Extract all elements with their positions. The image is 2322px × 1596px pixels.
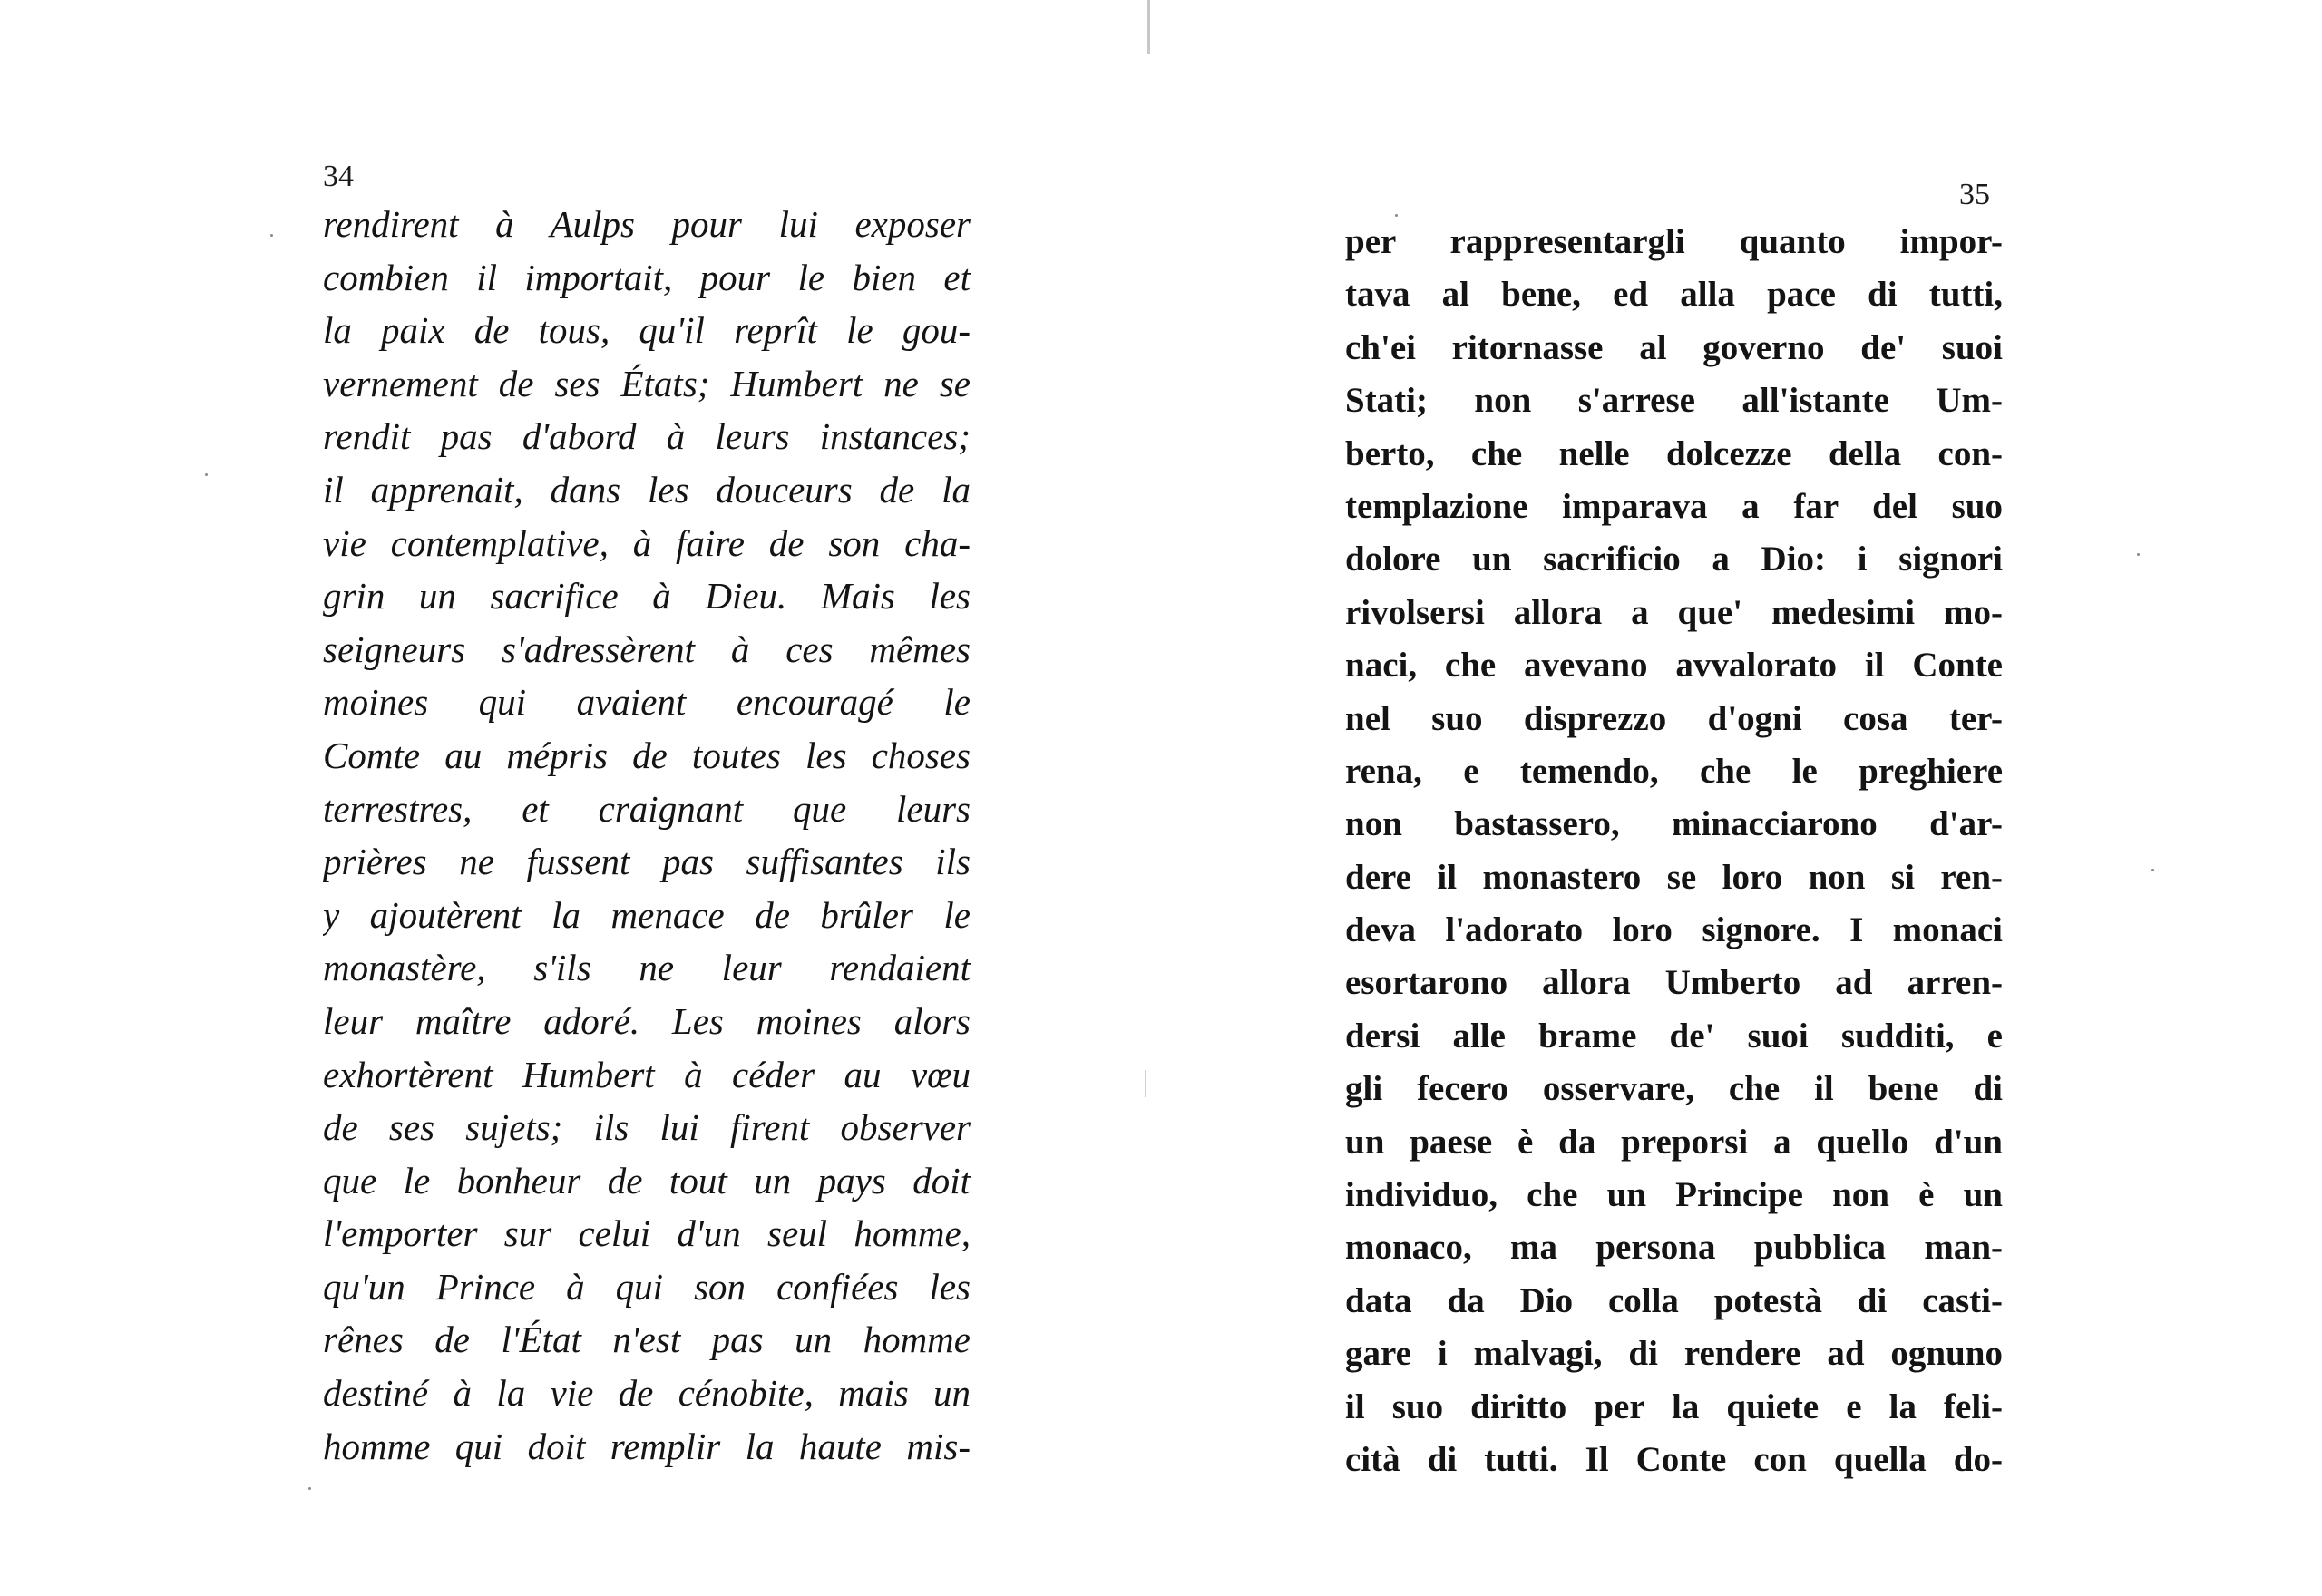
text-line: dolore un sacrificio a Dio: i signori — [1345, 540, 2003, 579]
text-line: prières ne fussent pas suffisantes ils — [323, 841, 971, 883]
text-line: Comte au mépris de toutes les choses — [323, 734, 971, 776]
text-line: la paix de tous, qu'il reprît le gou- — [323, 309, 971, 352]
text-line: rênes de l'État n'est pas un homme — [323, 1319, 971, 1361]
text-line: un paese è da preporsi a quello d'un — [1345, 1122, 2003, 1162]
text-line: combien il importait, pour le bien et — [323, 256, 971, 298]
right-page — [1150, 0, 2322, 1596]
page-number-left: 34 — [323, 160, 354, 193]
text-line: seigneurs s'adressèrent à ces mêmes — [323, 628, 971, 670]
text-line: il suo diritto per la quiete e la feli- — [1345, 1387, 2003, 1426]
text-line: vernement de ses États; Humbert ne se — [323, 362, 971, 404]
text-line: non bastassero, minacciarono d'ar- — [1345, 804, 2003, 844]
text-line: exhortèrent Humbert à céder au vœu — [323, 1053, 971, 1095]
right-page-text — [1345, 216, 2003, 1486]
text-line: data da Dio colla potestà di casti- — [1345, 1280, 2003, 1320]
text-line: individuo, che un Principe non è un — [1345, 1175, 2003, 1215]
text-line: de ses sujets; ils lui firent observer — [323, 1106, 971, 1149]
text-line: monaco, ma persona pubblica man- — [1345, 1228, 2003, 1268]
text-line: per rappresentargli quanto impor- — [1345, 222, 2003, 261]
page-number-right: 35 — [1959, 178, 1990, 211]
text-line: dere il monastero se loro non si ren- — [1345, 857, 2003, 897]
paper-speck — [2151, 869, 2154, 871]
paper-speck — [308, 1487, 311, 1490]
paper-speck — [205, 473, 208, 476]
paper-speck — [1395, 214, 1398, 217]
text-line: grin un sacrifice à Dieu. Mais les — [323, 575, 971, 618]
text-line: rendirent à Aulps pour lui exposer — [323, 203, 971, 245]
text-line: berto, che nelle dolcezze della con- — [1345, 433, 2003, 473]
text-line: terrestres, et craignant que leurs — [323, 787, 971, 830]
text-line: rena, e temendo, che le preghiere — [1345, 751, 2003, 791]
text-line: rivolsersi allora a que' medesimi mo- — [1345, 592, 2003, 632]
text-line: gare i malvagi, di rendere ad ognuno — [1345, 1334, 2003, 1374]
paper-speck — [2137, 553, 2140, 556]
text-line: cità di tutti. Il Conte con quella do- — [1345, 1439, 2003, 1479]
text-line: ch'ei ritornasse al governo de' suoi — [1345, 327, 2003, 367]
text-line: nel suo disprezzo d'ogni cosa ter- — [1345, 698, 2003, 738]
text-line: que le bonheur de tout un pays doit — [323, 1159, 971, 1202]
text-line: il apprenait, dans les douceurs de la — [323, 468, 971, 511]
left-page-text — [323, 198, 971, 1473]
text-line: dersi alle brame de' suoi sudditi, e — [1345, 1016, 2003, 1056]
text-line: homme qui doit remplir la haute mis- — [323, 1425, 971, 1467]
text-line: l'emporter sur celui d'un seul homme, — [323, 1212, 971, 1255]
text-line: naci, che avevano avvalorato il Conte — [1345, 646, 2003, 686]
text-line: Stati; non s'arrese all'istante Um- — [1345, 381, 2003, 421]
text-line: qu'un Prince à qui son confiées les — [323, 1265, 971, 1308]
text-line: gli fecero osservare, che il bene di — [1345, 1069, 2003, 1109]
text-line: deva l'adorato loro signore. I monaci — [1345, 910, 2003, 950]
text-line: esortarono allora Umberto ad arren- — [1345, 963, 2003, 1003]
text-line: destiné à la vie de cénobite, mais un — [323, 1372, 971, 1415]
text-line: y ajoutèrent la menace de brûler le — [323, 893, 971, 936]
text-line: rendit pas d'abord à leurs instances; — [323, 415, 971, 458]
text-line: vie contemplative, à faire de son cha- — [323, 521, 971, 564]
text-line: moines qui avaient encouragé le — [323, 681, 971, 724]
text-line: monastère, s'ils ne leur rendaient — [323, 947, 971, 989]
paper-speck — [270, 234, 273, 237]
left-page — [0, 0, 1147, 1596]
text-line: templazione imparava a far del suo — [1345, 486, 2003, 526]
text-line: tava al bene, ed alla pace di tutti, — [1345, 275, 2003, 315]
text-line: leur maître adoré. Les moines alors — [323, 999, 971, 1042]
